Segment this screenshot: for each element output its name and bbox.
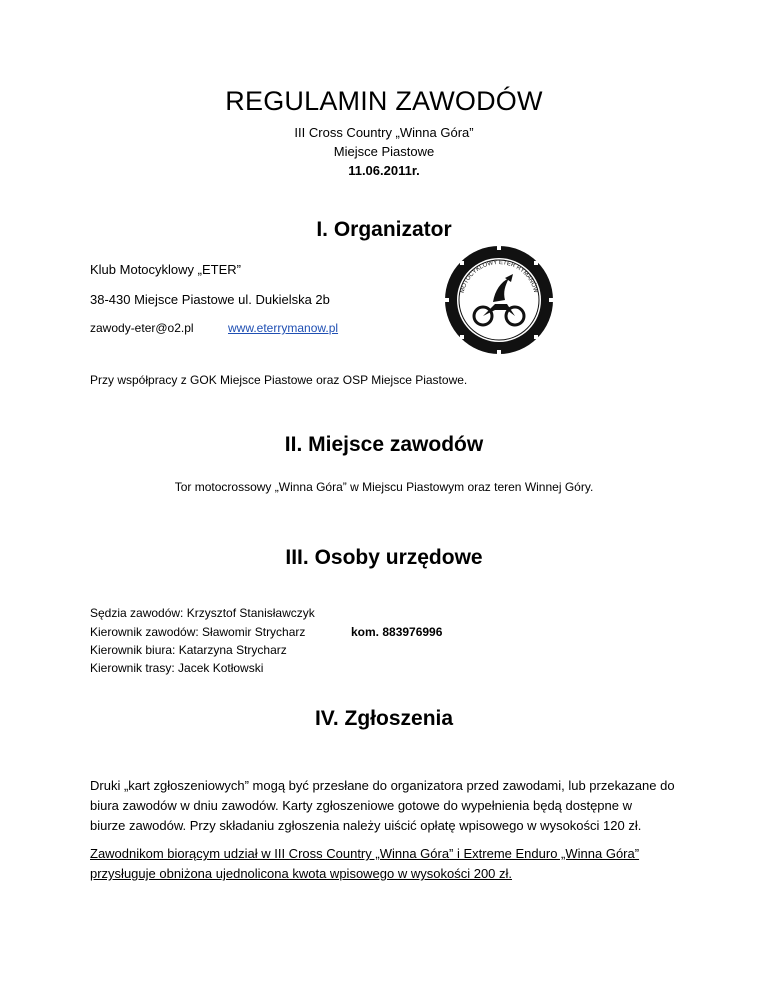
registration-line: biura zawodów w dniu zawodów. Karty zgłoszeniowe gotowe do wypełnienia będą dostępne w: [90, 798, 633, 813]
official-manager-phone: kom. 883976996: [351, 625, 443, 639]
section-organizer-heading: I. Organizator: [316, 218, 452, 241]
discount-line: przysługuje obniżona ujednolicona kwota wpisowego w wysokości 200 zł.: [90, 866, 513, 881]
official-manager: Kierownik zawodów: Sławomir Strycharz: [90, 625, 306, 639]
logo-ring-text: MOTOCYKLOWY ETER RYMANÓW: [459, 259, 539, 294]
section-officials-heading: III. Osoby urzędowe: [285, 546, 483, 569]
organizer-email[interactable]: zawody-eter@o2.pl: [90, 321, 194, 335]
registration-paragraph: [90, 776, 690, 836]
organizer-club: Klub Motocyklowy „ETER”: [90, 262, 241, 277]
event-location: Miejsce Piastowe: [333, 144, 435, 159]
organizer-website-link[interactable]: www.eterrymanow.pl: [228, 321, 339, 335]
registration-discount-note: [90, 844, 690, 884]
official-judge: Sędzia zawodów: Krzysztof Stanisławczyk: [90, 606, 315, 620]
registration-line: biurze zawodów. Przy składaniu zgłoszenia należy uiścić opłatę wpisowego w wysokości 120 zł.: [90, 818, 642, 833]
registration-line: Druki „kart zgłoszeniowych” mogą być przesłane do organizatora przed zawodami, lub przekazane do: [90, 778, 675, 793]
official-track: Kierownik trasy: Jacek Kotłowski: [90, 661, 264, 675]
venue-description: Tor motocrossowy „Winna Góra” w Miejscu Piastowym oraz teren Winnej Góry.: [174, 480, 594, 494]
event-date: 11.06.2011r.: [348, 163, 420, 178]
discount-line: Zawodnikom biorącym udział w III Cross Country „Winna Góra” i Extreme Enduro „Winna Góra”: [90, 846, 640, 861]
club-logo: [443, 244, 555, 356]
section-registration-heading: IV. Zgłoszenia: [314, 707, 454, 730]
section-venue-heading: II. Miejsce zawodów: [284, 433, 484, 456]
organizer-cooperation: Przy współpracy z GOK Miejsce Piastowe oraz OSP Miejsce Piastowe.: [90, 373, 468, 387]
official-office: Kierownik biura: Katarzyna Strycharz: [90, 643, 287, 657]
club-logo-motorcycle-icon: [443, 244, 555, 356]
page-title: REGULAMIN ZAWODÓW: [225, 86, 543, 116]
organizer-address: 38-430 Miejsce Piastowe ul. Dukielska 2b: [90, 292, 330, 307]
event-name: III Cross Country „Winna Góra”: [294, 125, 474, 140]
